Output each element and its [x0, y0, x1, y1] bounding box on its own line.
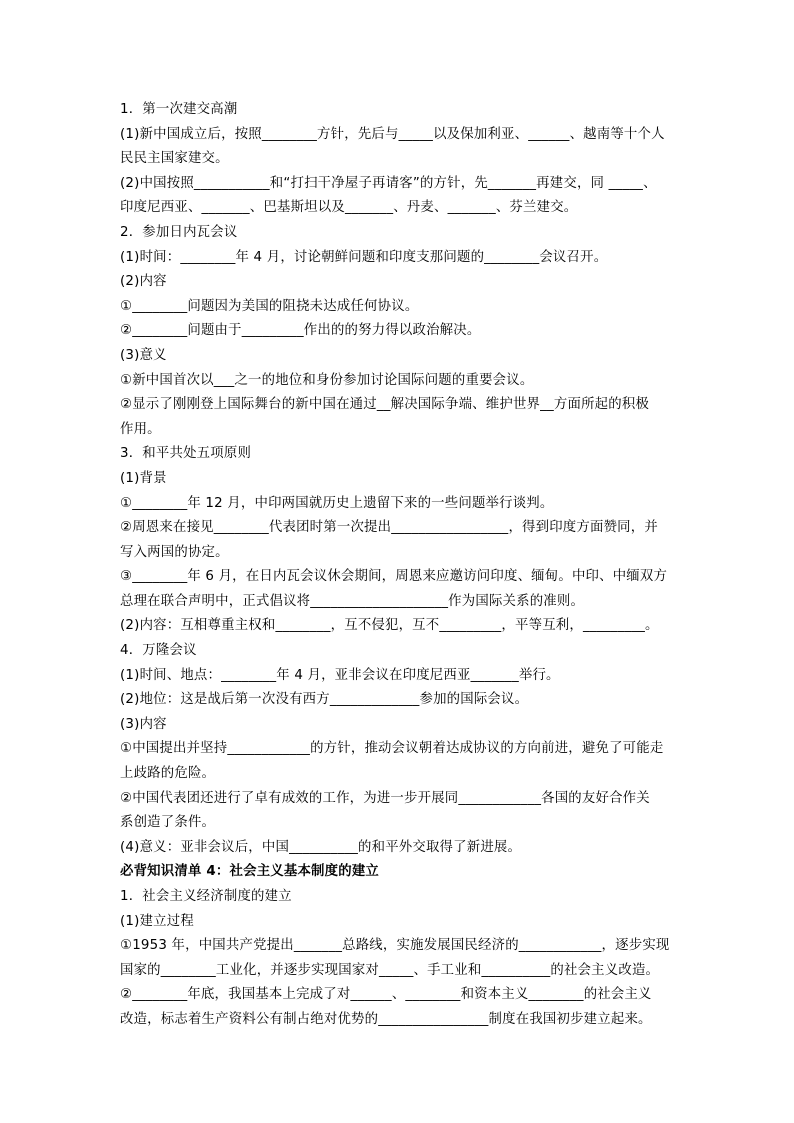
text-line: 印度尼西亚、_______、巴基斯坦以及_______、丹麦、_______、芬兰建交。	[120, 200, 578, 216]
heading-first-wave: 1．第一次建交高潮	[120, 102, 238, 117]
section-heading-checklist-4: 必背知识清单 4：社会主义基本制度的建立	[120, 864, 380, 880]
text-line: (2)内容：互相尊重主权和________，互不侵犯，互不_________，平等互利，_________。	[120, 618, 659, 634]
heading-five-principles: 3．和平共处五项原则	[120, 446, 252, 462]
text-line: 写入两国的协定。	[120, 544, 229, 560]
text-line: (3)意义	[120, 347, 167, 363]
text-line: ②________问题由于_________作出的的努力得以政治解决。	[120, 323, 481, 339]
text-line: ①1953 年，中国共产党提出_______总路线，实施发展国民经济的____________，逐步实现	[120, 938, 670, 954]
text-line: ①________问题因为美国的阻挠未达成任何协议。	[120, 298, 419, 314]
text-line: 作用。	[120, 421, 161, 437]
text-line: (3)内容	[120, 716, 167, 732]
text-line: (1)时间：________年 4 月，讨论朝鲜问题和印度支那问题的________会议召开。	[120, 249, 608, 265]
text-line: (2)中国按照___________和“打扫干净屋子再请客”的方针，先_______再建交，同 _____、	[120, 175, 657, 191]
text-line: ①________年 12 月，中印两国就历史上遗留下来的一些问题举行谈判。	[120, 495, 554, 511]
text-line: (2)内容	[120, 274, 167, 290]
text-line: 国家的________工业化，并逐步实现国家对_____、手工业和__________的社会主义改造。	[120, 962, 660, 978]
text-line: ①新中国首次以___之一的地位和身份参加讨论国际问题的重要会议。	[120, 372, 534, 388]
text-line: ②________年底，我国基本上完成了对______、________和资本主义________的社会主义	[120, 987, 652, 1003]
heading-geneva-conference: 2．参加日内瓦会议	[120, 224, 238, 240]
text-line: 总理在联合声明中，正式倡议将____________________作为国际关系的准则。	[120, 593, 585, 609]
text-line: ①中国提出并坚持____________的方针，推动会议朝着达成协议的方向前进，避免了可能走	[120, 741, 664, 757]
heading-bandung-conference: 4．万隆会议	[120, 643, 197, 659]
text-line: 改造，标志着生产资料公有制占绝对优势的________________制度在我国初步建立起来。	[120, 1011, 652, 1027]
text-line: 系创造了条件。	[120, 815, 216, 831]
text-line: (2)地位：这是战后第一次没有西方_____________参加的国际会议。	[120, 692, 529, 708]
text-line: (1)建立过程	[120, 913, 194, 929]
text-line: (1)新中国成立后，按照________方针，先后与_____以及保加利亚、______、越南等十个人	[120, 126, 665, 142]
text-line: (1)背景	[120, 470, 167, 486]
document-body	[120, 98, 680, 1033]
heading-socialist-economy: 1．社会主义经济制度的建立	[120, 889, 292, 904]
text-line: ②周恩来在接见________代表团时第一次提出_________________，得到印度方面赞同，并	[120, 520, 658, 536]
text-line: ③________年 6 月，在日内瓦会议休会期间，周恩来应邀访问印度、缅甸。中印、中缅双方	[120, 569, 668, 585]
text-line: ②中国代表团还进行了卓有成效的工作，为进一步开展同____________各国的友好合作关	[120, 790, 650, 806]
text-line: ②显示了刚刚登上国际舞台的新中国在通过__解决国际争端、维护世界__方面所起的积极	[120, 397, 650, 413]
text-line: 上歧路的危险。	[120, 766, 216, 782]
text-line: (1)时间、地点：________年 4 月，亚非会议在印度尼西亚_______举行。	[120, 667, 560, 683]
text-line: (4)意义：亚非会议后，中国__________的和平外交取得了新进展。	[120, 839, 522, 855]
text-line: 民民主国家建交。	[120, 151, 229, 167]
